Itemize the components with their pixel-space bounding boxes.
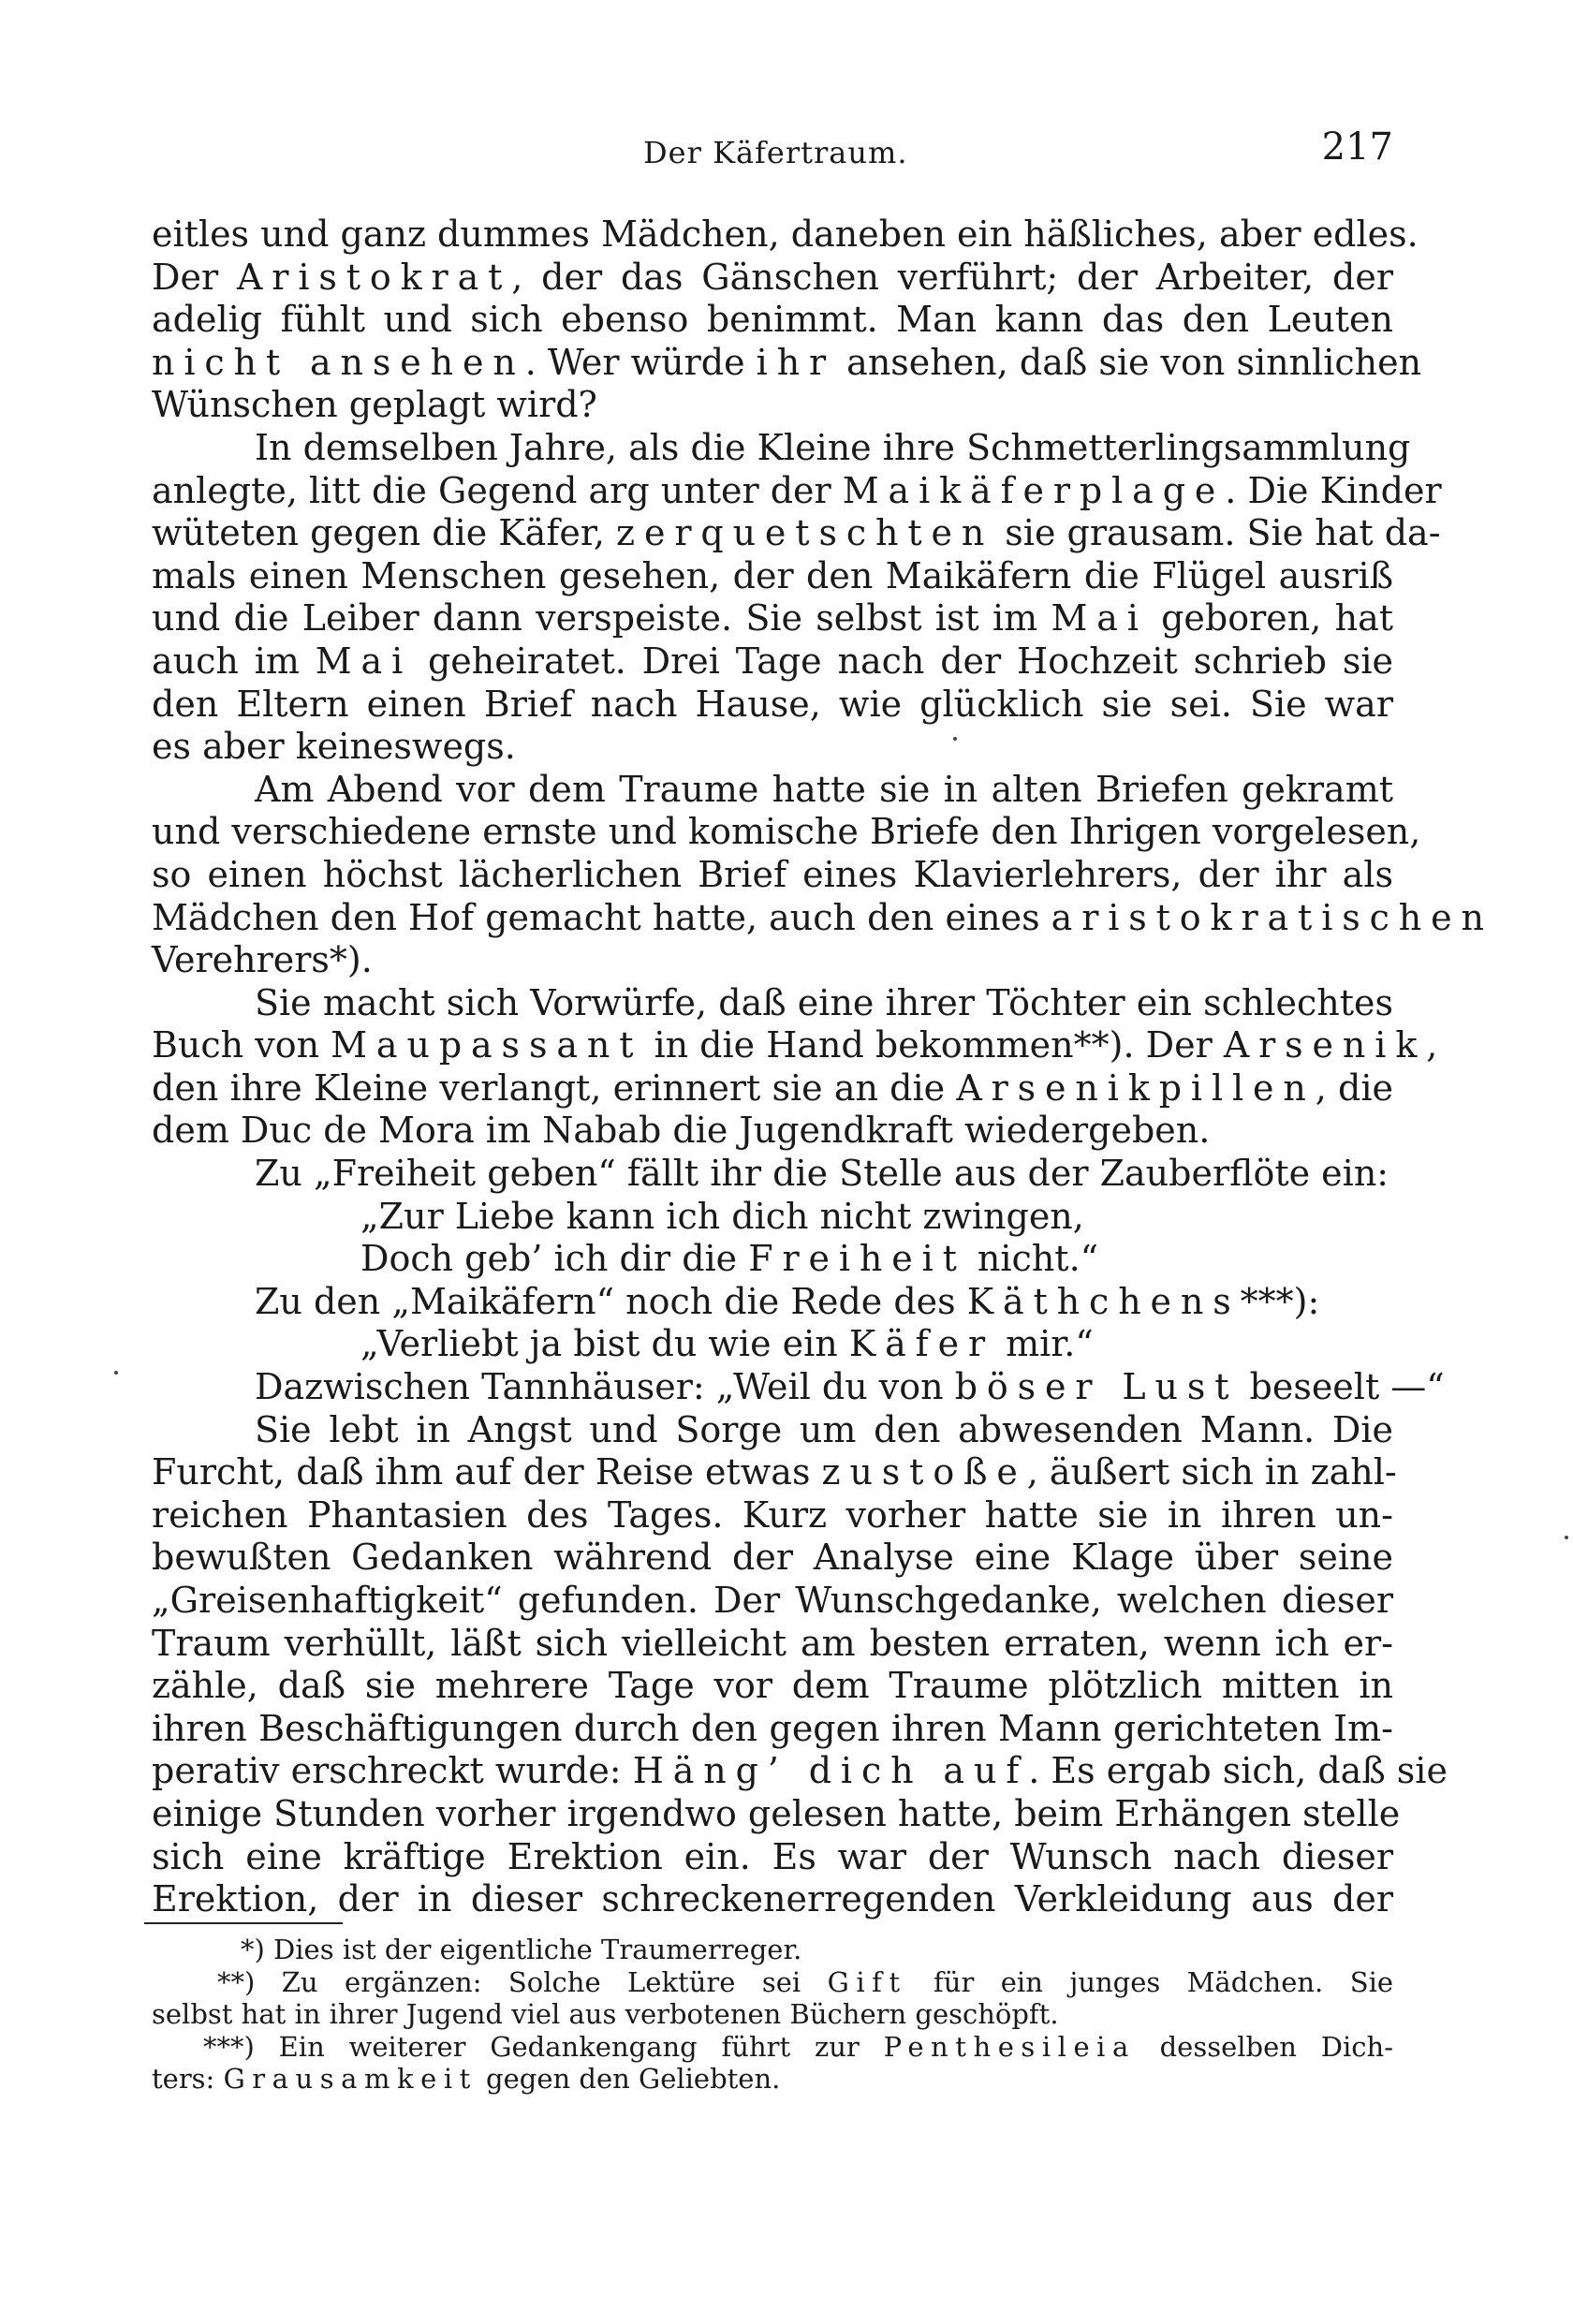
footnote-line: ters: Grausamkeit gegen den Geliebten. [152,2063,781,2096]
paragraph-start: Dazwischen Tannhäuser: „Weil du von böser Lust beseelt —“ [255,1366,1445,1408]
spaced-emphasis: Käfer [848,1323,995,1365]
spaced-emphasis: Gift [827,1965,907,1998]
paragraph-start: In demselben Jahre, als die Kleine ihre Schmetterlingsammlung [255,426,1411,468]
spaced-emphasis: Penthesileia [883,2030,1136,2063]
page-number: 217 [1321,125,1393,169]
footnote-line: **) Zu ergänzen: Solche Lektüre sei Gift für ein junges Mädchen. Sie [217,1965,1393,1998]
text-line: und die Leiber dann verspeiste. Sie selbst ist im Mai geboren, hat [152,597,1394,640]
spaced-emphasis: Freiheit [748,1238,966,1280]
text-line: Furcht, daß ihm auf der Reise etwas zustoße, äußert sich in zahl- [152,1451,1397,1493]
text-line: adelig fühlt und sich ebenso benimmt. Man kann das den Leuten [152,299,1393,341]
spaced-emphasis: aristokratischen [1051,896,1493,938]
scan-speck [953,737,957,741]
text-line: so einen höchst lächerlichen Brief eines Klavierlehrers, der ihr als [152,853,1393,895]
footnote-line: *) Dies ist der eigentliche Traumerreger. [241,1934,802,1965]
spaced-emphasis: Grausamkeit [223,2063,478,2096]
text-line: dem Duc de Mora im Nabab die Jugendkraft wiedergeben. [152,1110,1211,1152]
spaced-emphasis: Maikäferplage [842,469,1226,511]
paragraph-start: Zu den „Maikäfern“ noch die Rede des Käthchens***): [255,1280,1320,1322]
paragraph-start: Am Abend vor dem Traume hatte sie in alten Briefen gekramt [255,768,1393,810]
main-text [152,213,1493,1921]
spaced-emphasis: ihr [756,341,836,383]
verse-line: Doch geb’ ich dir die Freiheit nicht.“ [360,1238,1099,1280]
paragraph-start: Sie macht sich Vorwürfe, daß eine ihrer Töchter ein schlechtes [255,981,1393,1023]
text-line: perativ erschreckt wurde: Häng’ dich auf. Es ergab sich, daß sie [152,1750,1448,1792]
spaced-emphasis: böser Lust [954,1366,1239,1408]
text-line: Mädchen den Hof gemacht hatte, auch den eines aristokratischen [152,896,1493,938]
running-title: Der Käfertraum. [643,135,908,170]
verse-line: „Verliebt ja bist du wie ein Käfer mir.“ [360,1323,1094,1365]
verse-line: „Zur Liebe kann ich dich nicht zwingen, [360,1195,1084,1237]
footnote-line: selbst hat in ihrer Jugend viel aus verbotenen Büchern geschöpft. [152,1998,1059,2031]
footnotes [152,1934,1393,2096]
text-line: eitles und ganz dummes Mädchen, daneben ein häßliches, aber edles. [152,213,1419,255]
scan-speck [1565,1536,1568,1539]
spaced-emphasis: Mai [315,640,413,682]
spaced-emphasis: Maupassant [331,1024,643,1066]
scan-speck [114,1371,118,1375]
text-line: den ihre Kleine verlangt, erinnert sie an die Arsenikpillen, die [152,1066,1393,1109]
spaced-emphasis: Arsenikpillen [956,1066,1316,1109]
text-line: und verschiedene ernste und komische Briefe den Ihrigen vorgelesen, [152,811,1421,853]
spaced-emphasis: zerquetschten [616,512,994,554]
text-line: nicht ansehen. Wer würde ihr ansehen, daß sie von sinnlichen [152,341,1422,383]
text-line: Traum verhüllt, läßt sich vielleicht am besten erraten, wenn ich er- [152,1622,1393,1664]
text-line: es aber keineswegs. [152,726,516,768]
text-line: Buch von Maupassant in die Hand bekommen**). Der Arsenik, [152,1024,1438,1066]
page-header [150,125,1393,182]
spaced-emphasis: Arsenik [1223,1024,1427,1066]
text-line: bewußten Gedanken während der Analyse eine Klage über seine [152,1537,1393,1579]
text-line: anlegte, litt die Gegend arg unter der Maikäferplage. Die Kinder [152,469,1442,511]
footnote-line: ***) Ein weiterer Gedankengang führt zur Penthesileia desselben Dich- [203,2030,1394,2063]
spaced-emphasis: nicht ansehen [152,341,525,383]
text-line: reichen Phantasien des Tages. Kurz vorher hatte sie in ihren un- [152,1493,1393,1536]
spaced-emphasis: Häng’ dich auf [632,1750,1029,1792]
text-line: wüteten gegen die Käfer, zerquetschten sie grausam. Sie hat da- [152,512,1441,554]
spaced-emphasis: zustoße [821,1451,1027,1493]
spaced-emphasis: Aristokrat [236,256,512,298]
footnote-divider [144,1922,343,1924]
paragraph-start: Zu „Freiheit geben“ fällt ihr die Stelle aus der Zauberflöte ein: [255,1153,1389,1195]
text-line: Wünschen geplagt wird? [152,384,597,426]
text-line: zähle, daß sie mehrere Tage vor dem Traume plötzlich mitten in [152,1665,1393,1707]
spaced-emphasis: Käthchens [966,1280,1241,1322]
paragraph-start: Sie lebt in Angst und Sorge um den abwesenden Mann. Die [255,1408,1393,1450]
text-line: Der Aristokrat, der das Gänschen verführt; der Arbeiter, der [152,256,1394,298]
text-line: „Greisenhaftigkeit“ gefunden. Der Wunschgedanke, welchen dieser [152,1580,1393,1621]
spaced-emphasis: Mai [1051,597,1148,640]
text-line: mals einen Menschen gesehen, der den Maikäfern die Flügel ausriß [152,554,1393,596]
text-line: einige Stunden vorher irgendwo gelesen hatte, beim Erhängen stelle [152,1792,1401,1834]
text-line: Verehrers*). [152,939,373,981]
text-line: den Eltern einen Brief nach Hause, wie glücklich sie sei. Sie war [152,683,1393,725]
text-line: sich eine kräftige Erektion ein. Es war der Wunsch nach dieser [152,1835,1393,1877]
text-line: Erektion, der in dieser schreckenerregenden Verkleidung aus der [152,1878,1393,1920]
text-line: auch im Mai geheiratet. Drei Tage nach der Hochzeit schrieb sie [152,640,1393,682]
text-line: ihren Beschäftigungen durch den gegen ihren Mann gerichteten Im- [152,1707,1393,1749]
